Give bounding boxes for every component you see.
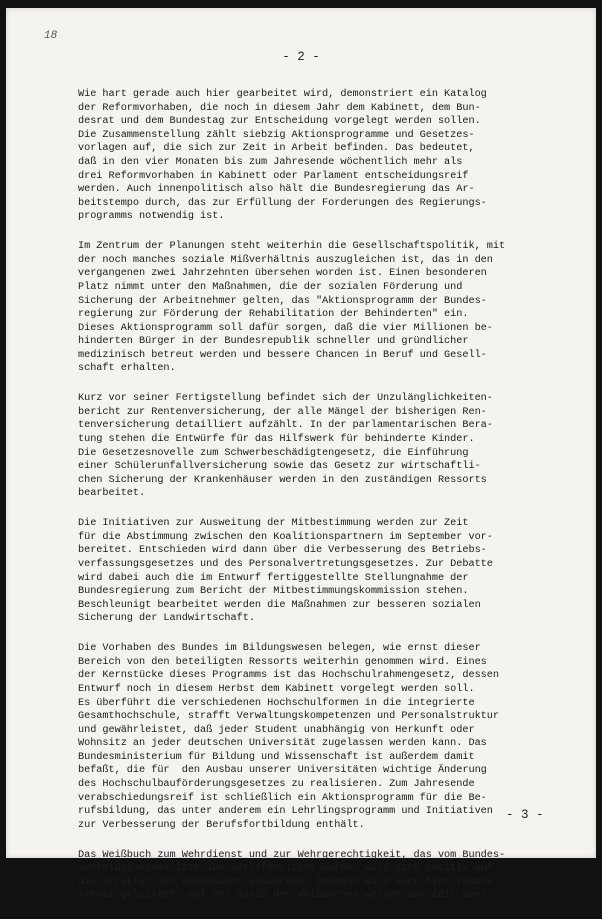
text-line: die Struktur der Bundeswehr auswirken. Deshalb wird auch hier rasche: [78, 875, 493, 888]
text-line: Die Vorhaben des Bundes im Bildungswesen belegen, wie ernst dieser: [78, 642, 481, 655]
text-line: verfassungsgesetzes und des Personalvertretungsgesetzes. Zur Debatte: [78, 557, 493, 570]
text-line: Bundesministerium für Bildung und Wissenschaft ist außerdem damit: [78, 750, 475, 763]
text-line: chen Sicherung der Krankenhäuser werden in den zuständigen Ressorts: [78, 473, 487, 486]
paragraph: [78, 392, 590, 501]
text-line: des Hochschulbauförderungsgesetzes zu realisieren. Zum Jahresende: [78, 778, 475, 791]
handwritten-corner-mark: 18: [44, 30, 58, 42]
text-line: Wohnsitz an jeder deutschen Universität zugelassen werden kann. Das: [78, 737, 487, 750]
text-line: bericht zur Rentenversicherung, der alle Mängel der bisherigen Ren-: [78, 405, 487, 418]
text-line: Die Zusammenstellung zählt siebzig Aktionsprogramme und Gesetzes-: [78, 128, 475, 141]
text-line: werden. Auch innenpolitisch also hält die Bundesregierung das Ar-: [78, 183, 475, 196]
text-line: medizinisch betreut werden und bessere Chancen in Beruf und Gesell-: [78, 348, 487, 361]
text-line: beitstempo durch, das zur Erfüllung der Forderungen des Regierungs-: [78, 196, 487, 209]
text-line: Im Zentrum der Planungen steht weiterhin die Gesellschaftspolitik, mit: [78, 240, 506, 253]
text-line: hinderten Bürger in der Bundesrepublik schneller und gründlicher: [78, 335, 469, 348]
text-line: bereitet. Entschieden wird dann über die Verbesserung des Betriebs-: [78, 544, 487, 557]
next-page-marker: - 3 -: [506, 808, 544, 822]
text-line: tung stehen die Entwürfe für das Hilfswerk für behinderte Kinder.: [78, 433, 475, 446]
text-line: regierung zur Förderung der Rehabilitation der Behinderten" ein.: [78, 308, 469, 321]
text-line: Dieses Aktionsprogramm soll dafür sorgen, daß die vier Millionen be-: [78, 321, 493, 334]
text-line: Die Gesetzesnovelle zum Schwerbeschädigtengesetz, die Einführung: [78, 446, 469, 459]
text-line: zur Verbesserung der Berufsfortbildung enthält.: [78, 818, 365, 831]
text-line: Beschleunigt bearbeitet werden die Maßnahmen zur besseren sozialen: [78, 598, 481, 611]
text-line: der Reformvorhaben, die noch in diesem Jahr dem Kabinett, dem Bun-: [78, 101, 481, 114]
text-line: einer Schülerunfallversicherung sowie das Gesetz zur wirtschaftli-: [78, 460, 481, 473]
text-line: wird dabei auch die im Entwurf fertiggestellte Stellungnahme der: [78, 571, 469, 584]
text-line: Kurz vor seiner Fertigstellung befindet sich der Unzulänglichkeiten-: [78, 392, 493, 405]
text-line: programms notwendig ist.: [78, 210, 225, 223]
text-line: vorlagen auf, die sich zur Zeit in Arbeit befinden. Das bedeutet,: [78, 142, 475, 155]
text-line: Sicherung der Arbeitnehmer gelten, das "Aktionsprogramm der Bundes-: [78, 294, 487, 307]
text-line: daß in den vier Monaten bis zum Jahresende wöchentlich mehr als: [78, 155, 463, 168]
text-line: Die Initiativen zur Ausweitung der Mitbestimmung werden zur Zeit: [78, 517, 469, 530]
text-line: bearbeitet.: [78, 487, 146, 500]
text-line: Gesamthochschule, strafft Verwaltungskompetenzen und Personalstruktur: [78, 710, 499, 723]
text-line: für die Abstimmung zwischen den Koalitionspartnern im September vor-: [78, 530, 493, 543]
text-line: desrat und dem Bundestag zur Entscheidung vorgelegt werden sollen.: [78, 115, 481, 128]
text-line: befaßt, die für den Ausbau unserer Universitäten wichtige Änderung: [78, 764, 487, 777]
document-page: [6, 8, 596, 902]
paragraph: [78, 88, 590, 224]
text-line: tenversicherung detailliert aufzählt. In der parlamentarischen Bera-: [78, 419, 493, 432]
paragraph: [78, 642, 590, 832]
text-line: Entwurf noch in diesem Herbst dem Kabinett vorgelegt werden soll.: [78, 682, 475, 695]
text-line: Bundesregierung zum Bericht der Mitbestimmungskommission stehen.: [78, 585, 469, 598]
text-line: der noch manches soziale Mißverhältnis auszugleichen ist, das in den: [78, 253, 493, 266]
paragraph: [78, 849, 590, 903]
text-line: Sicherung der Landwirtschaft.: [78, 612, 255, 625]
text-line: vergangenen zwei Jahrzehnten übersehen worden ist. Einen besonderen: [78, 267, 487, 280]
body-text: [78, 88, 590, 919]
paragraph: [78, 517, 590, 626]
text-line: und gewährleistet, daß jeder Student unabhängig von Herkunft oder: [78, 723, 475, 736]
text-line: verabschiedungsreif ist schließlich ein Aktionsprogramm für die Be-: [78, 791, 487, 804]
text-line: Wie hart gerade auch hier gearbeitet wird, demonstriert ein Katalog: [78, 88, 487, 100]
text-line: schaft erhalten.: [78, 362, 176, 375]
paragraph: [78, 240, 590, 376]
page-number: - 2 -: [282, 50, 320, 64]
text-line: verteidigungsministerium veröffentlicht wurde, wird sich positiv auf: [78, 862, 493, 875]
text-line: Arbeit geleistet. Auf der Basis des Weißbuches werden zur Zeit über: [78, 889, 487, 902]
text-line: drei Reformvorhaben in Kabinett oder Parlament entscheidungsreif: [78, 169, 469, 182]
text-line: rufsbildung, das unter anderem ein Lehrlingsprogramm und Initiativen: [78, 805, 493, 818]
text-line: Platz nimmt unter den Maßnahmen, die der sozialen Förderung und: [78, 280, 463, 293]
text-line: Bereich von den beteiligten Ressorts weiterhin genommen wird. Eines: [78, 655, 487, 668]
text-line: Es überführt die verschiedenen Hochschulformen in die integrierte: [78, 696, 475, 709]
text-line: der Kernstücke dieses Programms ist das Hochschulrahmengesetz, dessen: [78, 669, 499, 682]
text-line: Das Weißbuch zum Wehrdienst und zur Wehrgerechtigkeit, das vom Bundes-: [78, 848, 506, 861]
